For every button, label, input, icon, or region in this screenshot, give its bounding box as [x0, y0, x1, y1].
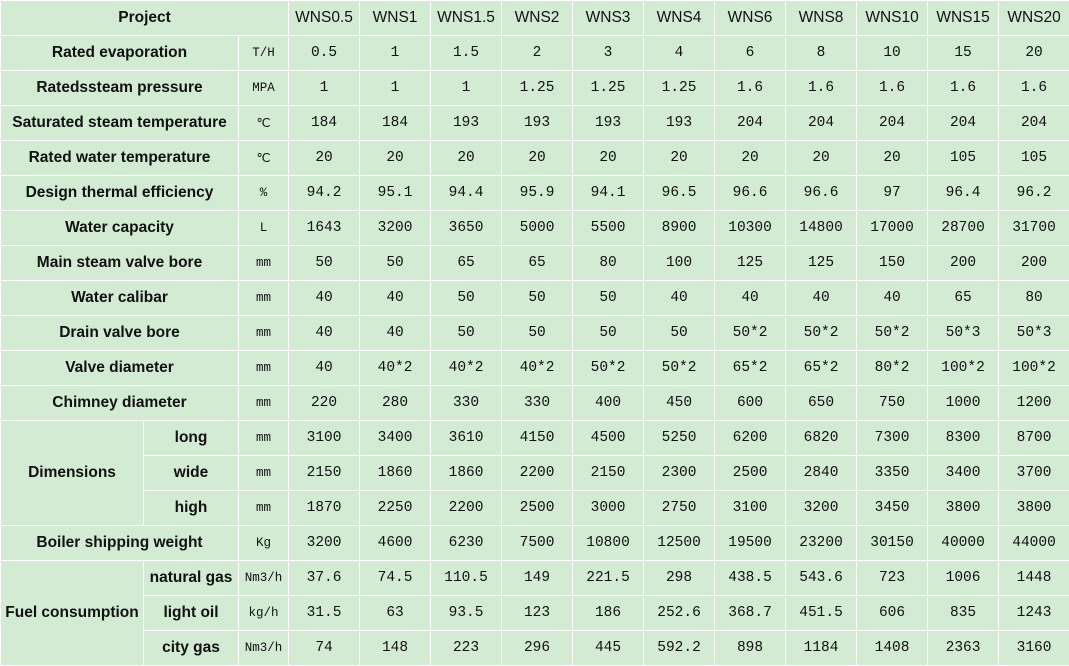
row-value: 105 — [928, 141, 999, 176]
row-value: 80*2 — [857, 351, 928, 386]
row-value: 31700 — [999, 211, 1069, 246]
row-value: 8900 — [644, 211, 715, 246]
dimensions-row — [1, 421, 1069, 456]
row-value: 2363 — [928, 631, 999, 666]
dimensions-row — [1, 491, 1069, 526]
row-unit: mm — [239, 491, 289, 526]
row-value: 3200 — [360, 211, 431, 246]
row-value: 3800 — [999, 491, 1069, 526]
row-value: 184 — [289, 106, 360, 141]
row-value: 400 — [573, 386, 644, 421]
row-value: 330 — [431, 386, 502, 421]
row-value: 40 — [786, 281, 857, 316]
row-value: 184 — [360, 106, 431, 141]
row-value: 65 — [502, 246, 573, 281]
row-unit: Nm3/h — [239, 561, 289, 596]
row-value: 204 — [928, 106, 999, 141]
row-value: 3800 — [928, 491, 999, 526]
row-value: 94.2 — [289, 176, 360, 211]
row-label: Rated water temperature — [1, 141, 239, 176]
row-value: 50*2 — [786, 316, 857, 351]
row-value: 6 — [715, 36, 786, 71]
row-value: 1870 — [289, 491, 360, 526]
row-value: 2500 — [715, 456, 786, 491]
row-value: 44000 — [999, 526, 1069, 561]
row-value: 19500 — [715, 526, 786, 561]
row-value: 80 — [999, 281, 1069, 316]
row-value: 5500 — [573, 211, 644, 246]
row-value: 105 — [999, 141, 1069, 176]
row-value: 193 — [573, 106, 644, 141]
row-value: 2200 — [431, 491, 502, 526]
row-value: 1.6 — [857, 71, 928, 106]
row-value: 50 — [573, 316, 644, 351]
row-value: 63 — [360, 596, 431, 631]
row-value: 4 — [644, 36, 715, 71]
row-value: 330 — [502, 386, 573, 421]
row-value: 3350 — [857, 456, 928, 491]
row-value: 252.6 — [644, 596, 715, 631]
row-value: 96.5 — [644, 176, 715, 211]
row-value: 2500 — [502, 491, 573, 526]
table-row — [1, 316, 1069, 351]
row-label: Valve diameter — [1, 351, 239, 386]
weight-row — [1, 526, 1069, 561]
row-unit: Kg — [239, 526, 289, 561]
row-value: 898 — [715, 631, 786, 666]
row-value: 20 — [502, 141, 573, 176]
row-label: Main steam valve bore — [1, 246, 239, 281]
row-value: 148 — [360, 631, 431, 666]
row-value: 193 — [644, 106, 715, 141]
row-value: 10 — [857, 36, 928, 71]
row-value: 40 — [857, 281, 928, 316]
row-value: 95.1 — [360, 176, 431, 211]
row-value: 20 — [573, 141, 644, 176]
row-label: Water calibar — [1, 281, 239, 316]
row-value: 220 — [289, 386, 360, 421]
row-value: 1.6 — [928, 71, 999, 106]
row-value: 3 — [573, 36, 644, 71]
row-value: 2840 — [786, 456, 857, 491]
header-model: WNS0.5 — [289, 1, 360, 36]
row-value: 50 — [431, 281, 502, 316]
row-value: 204 — [715, 106, 786, 141]
row-value: 1200 — [999, 386, 1069, 421]
row-value: 4600 — [360, 526, 431, 561]
row-value: 835 — [928, 596, 999, 631]
row-value: 123 — [502, 596, 573, 631]
row-value: 2300 — [644, 456, 715, 491]
dimensions-row — [1, 456, 1069, 491]
table-body — [1, 1, 1069, 666]
row-value: 100*2 — [928, 351, 999, 386]
header-row — [1, 1, 1069, 36]
row-value: 8300 — [928, 421, 999, 456]
row-value: 1 — [431, 71, 502, 106]
fuel-sub-label: light oil — [144, 596, 239, 631]
table-row — [1, 351, 1069, 386]
row-value: 193 — [431, 106, 502, 141]
row-value: 606 — [857, 596, 928, 631]
row-value: 50 — [360, 246, 431, 281]
row-value: 1.25 — [573, 71, 644, 106]
dimensions-sub-label: wide — [144, 456, 239, 491]
row-value: 1860 — [360, 456, 431, 491]
row-value: 50*3 — [999, 316, 1069, 351]
row-value: 50 — [502, 281, 573, 316]
row-value: 1 — [360, 71, 431, 106]
row-value: 40 — [360, 316, 431, 351]
row-value: 50*3 — [928, 316, 999, 351]
row-value: 2200 — [502, 456, 573, 491]
row-value: 3610 — [431, 421, 502, 456]
fuel-row — [1, 561, 1069, 596]
table-row — [1, 386, 1069, 421]
row-value: 3400 — [928, 456, 999, 491]
row-unit: ℃ — [239, 141, 289, 176]
row-value: 1243 — [999, 596, 1069, 631]
row-value: 600 — [715, 386, 786, 421]
row-value: 3450 — [857, 491, 928, 526]
row-unit: Nm3/h — [239, 631, 289, 666]
row-value: 7300 — [857, 421, 928, 456]
row-value: 1.25 — [644, 71, 715, 106]
row-unit: mm — [239, 456, 289, 491]
row-value: 296 — [502, 631, 573, 666]
row-value: 50 — [644, 316, 715, 351]
table-row — [1, 246, 1069, 281]
row-unit: mm — [239, 351, 289, 386]
row-value: 1000 — [928, 386, 999, 421]
row-value: 3100 — [715, 491, 786, 526]
row-value: 65*2 — [786, 351, 857, 386]
row-unit: mm — [239, 316, 289, 351]
row-value: 23200 — [786, 526, 857, 561]
row-label: Saturated steam temperature — [1, 106, 239, 141]
row-value: 40 — [289, 351, 360, 386]
table-row — [1, 141, 1069, 176]
row-value: 1184 — [786, 631, 857, 666]
row-value: 221.5 — [573, 561, 644, 596]
row-value: 20 — [715, 141, 786, 176]
row-unit: mm — [239, 281, 289, 316]
row-value: 14800 — [786, 211, 857, 246]
row-label: Rated evaporation — [1, 36, 239, 71]
row-value: 5250 — [644, 421, 715, 456]
row-value: 40 — [715, 281, 786, 316]
row-value: 10800 — [573, 526, 644, 561]
row-value: 1408 — [857, 631, 928, 666]
row-value: 95.9 — [502, 176, 573, 211]
row-value: 1 — [360, 36, 431, 71]
row-value: 100*2 — [999, 351, 1069, 386]
row-value: 50*2 — [857, 316, 928, 351]
row-value: 100 — [644, 246, 715, 281]
row-value: 150 — [857, 246, 928, 281]
row-value: 223 — [431, 631, 502, 666]
fuel-sub-label: natural gas — [144, 561, 239, 596]
fuel-row — [1, 631, 1069, 666]
row-value: 94.4 — [431, 176, 502, 211]
row-value: 1643 — [289, 211, 360, 246]
fuel-group-label: Fuel consumption — [1, 561, 144, 666]
header-model: WNS3 — [573, 1, 644, 36]
row-value: 65*2 — [715, 351, 786, 386]
table-row — [1, 211, 1069, 246]
row-value: 50 — [431, 316, 502, 351]
row-value: 80 — [573, 246, 644, 281]
table-row — [1, 176, 1069, 211]
row-value: 20 — [644, 141, 715, 176]
row-value: 3400 — [360, 421, 431, 456]
row-value: 125 — [786, 246, 857, 281]
row-value: 200 — [999, 246, 1069, 281]
row-value: 1 — [289, 71, 360, 106]
row-label: Design thermal efficiency — [1, 176, 239, 211]
row-unit: L — [239, 211, 289, 246]
row-value: 96.4 — [928, 176, 999, 211]
row-value: 40 — [289, 281, 360, 316]
row-value: 8 — [786, 36, 857, 71]
row-value: 65 — [928, 281, 999, 316]
fuel-row — [1, 596, 1069, 631]
table-row — [1, 281, 1069, 316]
row-value: 20 — [289, 141, 360, 176]
row-value: 1860 — [431, 456, 502, 491]
row-value: 3100 — [289, 421, 360, 456]
row-value: 40 — [360, 281, 431, 316]
row-value: 10300 — [715, 211, 786, 246]
row-label: Drain valve bore — [1, 316, 239, 351]
row-value: 2150 — [573, 456, 644, 491]
row-value: 125 — [715, 246, 786, 281]
row-value: 7500 — [502, 526, 573, 561]
row-value: 3650 — [431, 211, 502, 246]
row-value: 2250 — [360, 491, 431, 526]
row-value: 204 — [857, 106, 928, 141]
row-value: 40 — [644, 281, 715, 316]
row-value: 110.5 — [431, 561, 502, 596]
row-value: 3200 — [786, 491, 857, 526]
header-project: Project — [1, 1, 289, 36]
row-value: 96.2 — [999, 176, 1069, 211]
row-value: 450 — [644, 386, 715, 421]
row-value: 186 — [573, 596, 644, 631]
row-value: 50*2 — [644, 351, 715, 386]
header-model: WNS10 — [857, 1, 928, 36]
row-value: 15 — [928, 36, 999, 71]
row-label: Water capacity — [1, 211, 239, 246]
row-value: 3000 — [573, 491, 644, 526]
row-value: 6820 — [786, 421, 857, 456]
row-value: 93.5 — [431, 596, 502, 631]
header-model: WNS15 — [928, 1, 999, 36]
row-unit: T/H — [239, 36, 289, 71]
header-model: WNS6 — [715, 1, 786, 36]
row-value: 3160 — [999, 631, 1069, 666]
row-value: 2150 — [289, 456, 360, 491]
row-value: 40 — [289, 316, 360, 351]
row-value: 0.5 — [289, 36, 360, 71]
row-value: 3200 — [289, 526, 360, 561]
row-value: 50*2 — [715, 316, 786, 351]
row-label: Boiler shipping weight — [1, 526, 239, 561]
row-value: 1.6 — [715, 71, 786, 106]
row-unit: mm — [239, 386, 289, 421]
row-value: 28700 — [928, 211, 999, 246]
row-value: 298 — [644, 561, 715, 596]
row-value: 149 — [502, 561, 573, 596]
row-value: 451.5 — [786, 596, 857, 631]
row-value: 74.5 — [360, 561, 431, 596]
row-value: 1.5 — [431, 36, 502, 71]
row-value: 40000 — [928, 526, 999, 561]
row-value: 20 — [786, 141, 857, 176]
row-value: 1006 — [928, 561, 999, 596]
table-row — [1, 106, 1069, 141]
header-model: WNS1 — [360, 1, 431, 36]
row-value: 40*2 — [360, 351, 431, 386]
dimensions-group-label: Dimensions — [1, 421, 144, 526]
row-value: 94.1 — [573, 176, 644, 211]
row-value: 1448 — [999, 561, 1069, 596]
row-value: 50*2 — [573, 351, 644, 386]
header-model: WNS1.5 — [431, 1, 502, 36]
row-value: 592.2 — [644, 631, 715, 666]
table-row — [1, 71, 1069, 106]
row-value: 12500 — [644, 526, 715, 561]
row-value: 650 — [786, 386, 857, 421]
row-unit: ℃ — [239, 106, 289, 141]
row-value: 750 — [857, 386, 928, 421]
row-value: 20 — [360, 141, 431, 176]
row-value: 96.6 — [786, 176, 857, 211]
row-value: 30150 — [857, 526, 928, 561]
row-value: 40*2 — [502, 351, 573, 386]
row-value: 280 — [360, 386, 431, 421]
row-value: 1.6 — [999, 71, 1069, 106]
row-value: 438.5 — [715, 561, 786, 596]
header-model: WNS8 — [786, 1, 857, 36]
row-value: 50 — [289, 246, 360, 281]
row-value: 65 — [431, 246, 502, 281]
row-value: 50 — [502, 316, 573, 351]
row-value: 40*2 — [431, 351, 502, 386]
row-value: 5000 — [502, 211, 573, 246]
row-value: 6200 — [715, 421, 786, 456]
row-unit: mm — [239, 421, 289, 456]
row-value: 50 — [573, 281, 644, 316]
row-value: 543.6 — [786, 561, 857, 596]
row-unit: kg/h — [239, 596, 289, 631]
row-value: 20 — [857, 141, 928, 176]
table-row — [1, 36, 1069, 71]
row-value: 20 — [431, 141, 502, 176]
row-value: 193 — [502, 106, 573, 141]
row-value: 1.6 — [786, 71, 857, 106]
row-value: 97 — [857, 176, 928, 211]
fuel-sub-label: city gas — [144, 631, 239, 666]
row-value: 4500 — [573, 421, 644, 456]
header-model: WNS4 — [644, 1, 715, 36]
row-unit: MPA — [239, 71, 289, 106]
row-value: 445 — [573, 631, 644, 666]
row-value: 1.25 — [502, 71, 573, 106]
row-value: 368.7 — [715, 596, 786, 631]
header-model: WNS20 — [999, 1, 1069, 36]
row-value: 204 — [786, 106, 857, 141]
row-label: Ratedssteam pressure — [1, 71, 239, 106]
row-value: 2 — [502, 36, 573, 71]
row-value: 204 — [999, 106, 1069, 141]
row-value: 8700 — [999, 421, 1069, 456]
row-unit: mm — [239, 246, 289, 281]
row-value: 6230 — [431, 526, 502, 561]
row-value: 4150 — [502, 421, 573, 456]
header-model: WNS2 — [502, 1, 573, 36]
dimensions-sub-label: high — [144, 491, 239, 526]
row-unit: % — [239, 176, 289, 211]
dimensions-sub-label: long — [144, 421, 239, 456]
row-value: 31.5 — [289, 596, 360, 631]
row-value: 17000 — [857, 211, 928, 246]
row-value: 20 — [999, 36, 1069, 71]
row-value: 723 — [857, 561, 928, 596]
row-value: 2750 — [644, 491, 715, 526]
row-value: 200 — [928, 246, 999, 281]
row-value: 74 — [289, 631, 360, 666]
row-value: 3700 — [999, 456, 1069, 491]
row-label: Chimney diameter — [1, 386, 239, 421]
row-value: 96.6 — [715, 176, 786, 211]
row-value: 37.6 — [289, 561, 360, 596]
